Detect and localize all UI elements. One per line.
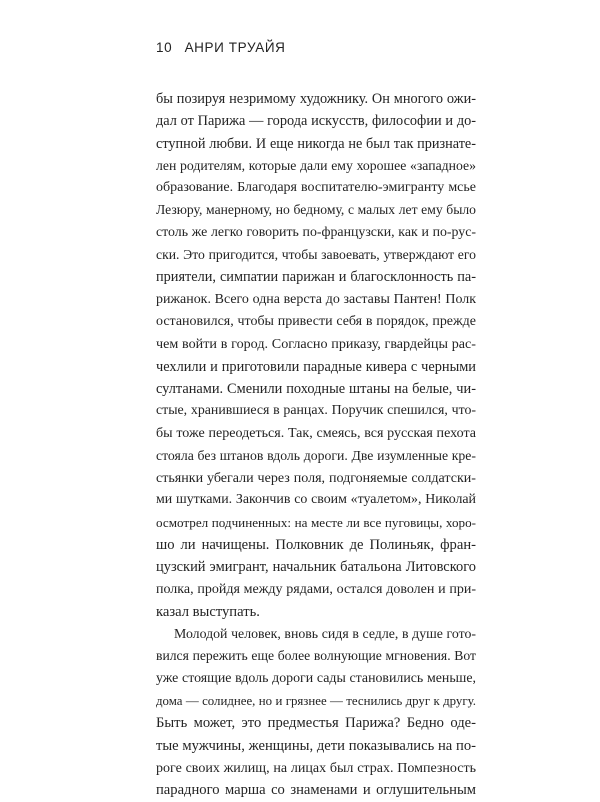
- text-line: ми шутками. Закончив со своим «туалетом», Николай: [156, 492, 476, 508]
- text-line: лен родителям, которые дали ему хорошее «западное»: [156, 157, 476, 173]
- text-line: Молодой человек, вновь сидя в седле, в душе гото-: [174, 626, 476, 642]
- text-line: роге своих жилищ, на лицах был страх. Помпезность: [156, 759, 476, 776]
- text-line: Лезюру, манерному, но бедному, с малых лет ему было: [156, 202, 476, 218]
- text-line: Быть может, это предместья Парижа? Бедно оде-: [156, 715, 476, 732]
- text-line: осмотрел подчиненных: на месте ли все пуговицы, хоро-: [156, 514, 476, 530]
- paragraph-1: [156, 88, 476, 623]
- text-line: приятели, симпатии парижан и благосклонность па-: [156, 269, 476, 286]
- text-line: казал выступать.: [156, 603, 260, 620]
- text-line: столь же легко говорить по-французски, как и по-рус-: [156, 224, 476, 240]
- running-head-author: АНРИ ТРУАЙЯ: [184, 40, 286, 55]
- text-line: ступной любви. И еще никогда не был так признате-: [156, 135, 476, 152]
- page-number: 10: [156, 40, 173, 55]
- text-line: стые, хранившиеся в ранцах. Поручик спешился, что-: [156, 403, 476, 419]
- running-head: [156, 40, 285, 55]
- text-line: тые мужчины, женщины, дети показывались на по-: [156, 737, 476, 754]
- text-line: остановился, чтобы привести себя в порядок, прежде: [156, 313, 476, 329]
- text-line: полка, пройдя между рядами, остался доволен и при-: [156, 581, 476, 597]
- text-line: дома — солиднее, но и грязнее — теснились друг к другу.: [156, 694, 476, 709]
- paragraph-2: [156, 623, 476, 801]
- text-line: чем войти в город. Согласно приказу, гвардейцы рас-: [156, 336, 476, 353]
- text-line: стьянки убегали через поля, подгоняемые солдатски-: [156, 470, 476, 487]
- text-line: ски. Это пригодится, чтобы завоевать, утверждают его: [156, 247, 476, 263]
- text-line: шо ли начищены. Полковник де Полиньяк, фран-: [156, 536, 476, 553]
- text-line: бы тоже переодеться. Так, смеясь, вся русская пехота: [156, 425, 476, 442]
- body-text: [156, 88, 476, 802]
- text-line: цузский эмигрант, начальник батальона Литовского: [156, 559, 476, 576]
- text-line: вился пережить еще более волнующие мгновения. Вот: [156, 648, 476, 664]
- text-line: уже стоящие вдоль дороги сады становились меньше,: [156, 670, 476, 686]
- text-line: образование. Благодаря воспитателю-эмигранту мсье: [156, 180, 476, 196]
- text-line: султанами. Сменили походные штаны на белые, чи-: [156, 380, 476, 397]
- text-line: парадного марша со знаменами и оглушительным: [156, 782, 476, 799]
- text-line: дал от Парижа — города искусств, философии и до-: [156, 113, 476, 130]
- text-line: чехлили и приготовили парадные кивера с черными: [156, 358, 476, 375]
- text-line: стояла без штанов вдоль дороги. Две изумленные кре-: [156, 447, 476, 463]
- text-line: рижанок. Всего одна верста до заставы Пантен! Полк: [156, 291, 476, 307]
- text-line: бы позируя незримому художнику. Он многого ожи-: [156, 91, 476, 107]
